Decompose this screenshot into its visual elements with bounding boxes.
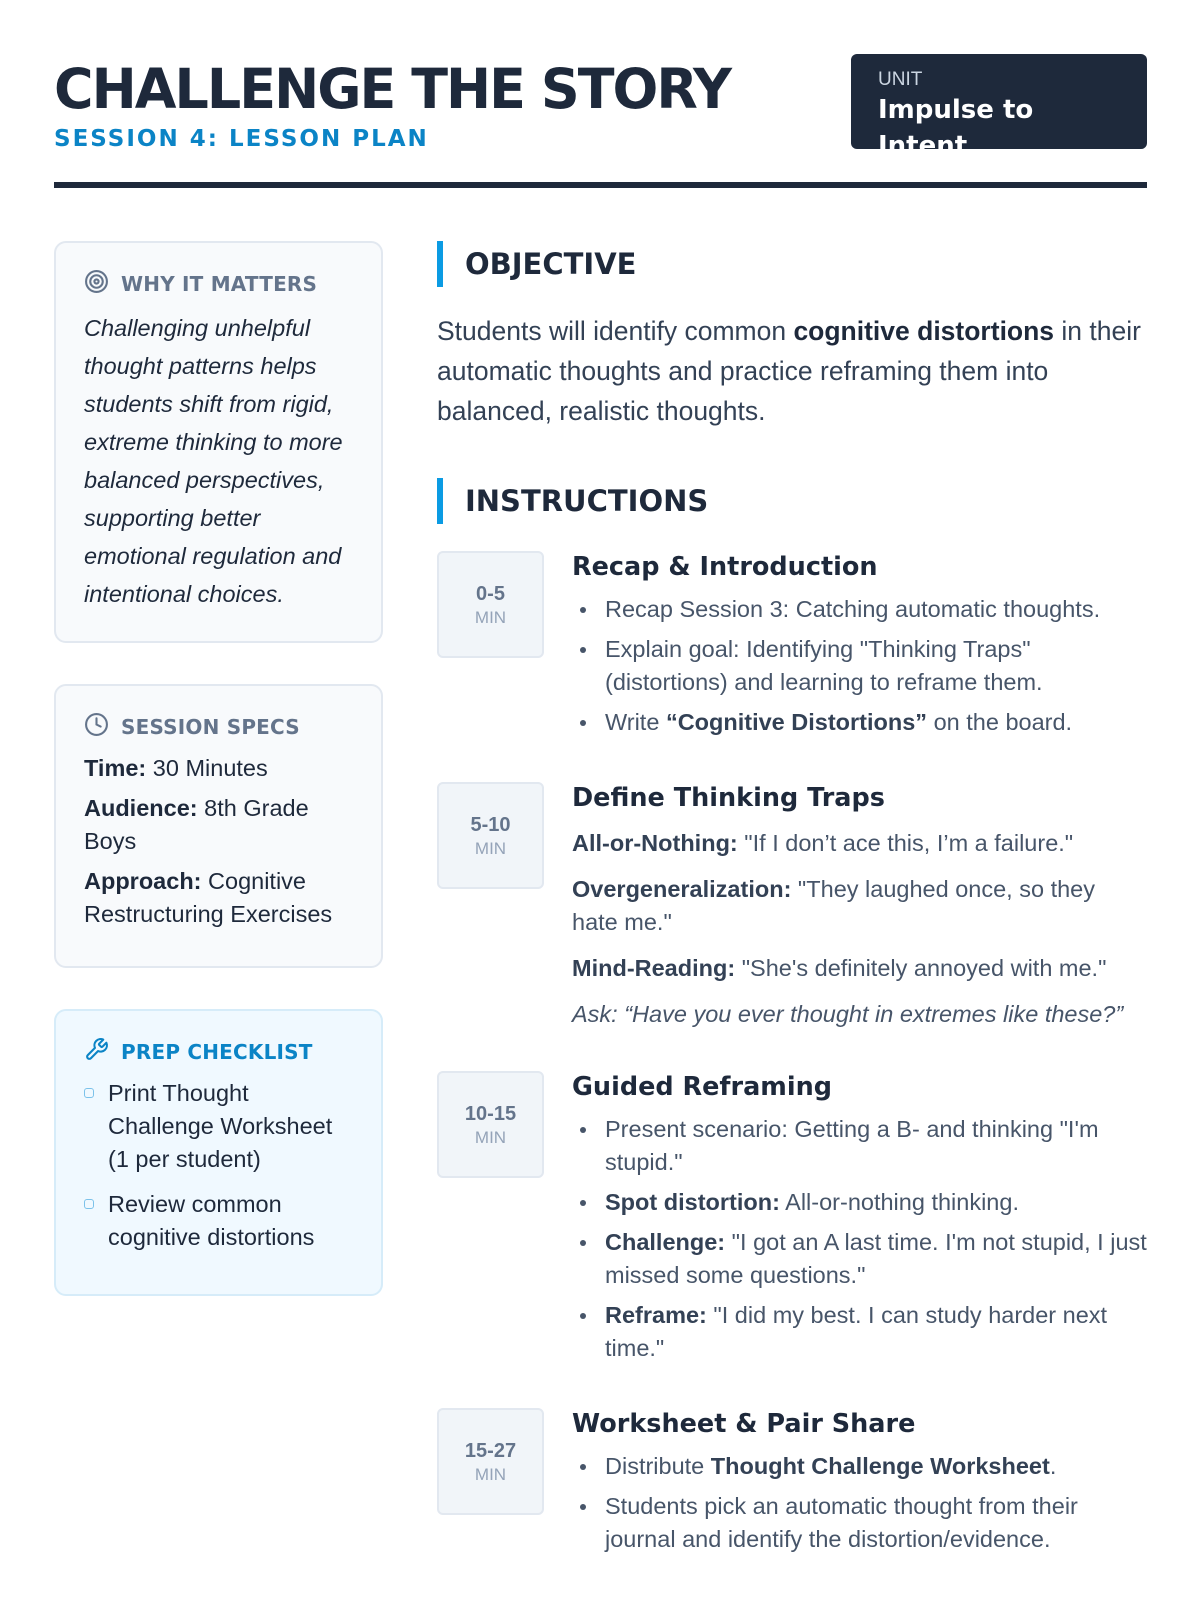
why-it-matters-text: Challenging unhelpful thought patterns helps students shift from rigid, extreme thinking to more balanced perspectives, supporting better emotional regulation and intentional choices. [84,315,343,607]
objective-heading: OBJECTIVE [437,241,1147,287]
list-item: Write “Cognitive Distortions” on the board. [572,706,1147,739]
spec-approach: Approach: Cognitive Restructuring Exercises [84,868,333,927]
trap-item: All-or-Nothing: "If I don’t ace this, I’m a failure." [572,830,1074,856]
main-content [437,241,1147,1563]
checklist-item[interactable]: Review common cognitive distortions [84,1188,355,1254]
session-specs-label: SESSION SPECS [121,715,300,739]
page-header [54,54,1147,188]
target-icon [84,269,109,299]
why-it-matters-card [54,241,383,643]
step-define-traps [437,782,1147,1031]
page-title: CHALLENGE THE STORY [54,57,731,121]
list-item: Reframe: "I did my best. I can study harder next time." [572,1299,1147,1365]
spec-time: Time: 30 Minutes [84,755,268,781]
page-subtitle: SESSION 4: LESSON PLAN [54,126,429,152]
objective-text: Students will identify common cognitive distortions in their automatic thoughts and practice reframing them into balanced, realistic thoughts. [437,316,1141,426]
step-recap [437,551,1147,746]
spec-audience: Audience: 8th Grade Boys [84,795,309,854]
instructions-heading: INSTRUCTIONS [437,478,1147,524]
list-item: Spot distortion: All-or-nothing thinking. [572,1186,1147,1219]
prep-checklist-card [54,1009,383,1296]
step-title: Recap & Introduction [572,552,878,582]
checkbox-icon[interactable] [84,1199,94,1209]
step-title: Guided Reframing [572,1072,833,1102]
trap-item: Mind-Reading: "She's definitely annoyed with me." [572,955,1107,981]
unit-name: Impulse to Intent [878,95,1034,161]
step-worksheet [437,1408,1147,1563]
prep-checklist-label: PREP CHECKLIST [121,1040,313,1064]
time-badge: 0-5 MIN [437,551,544,658]
ask-prompt: Ask: “Have you ever thought in extremes like these?” [572,1001,1124,1027]
sidebar [54,241,383,1337]
checkbox-icon[interactable] [84,1088,94,1098]
list-item: Present scenario: Getting a B- and thinking "I'm stupid." [572,1113,1147,1179]
time-badge: 10-15 MIN [437,1071,544,1178]
list-item: Explain goal: Identifying "Thinking Traps" (distortions) and learning to reframe them. [572,633,1147,699]
unit-label: UNIT [878,69,923,90]
step-title: Worksheet & Pair Share [572,1409,916,1439]
why-it-matters-label: WHY IT MATTERS [121,272,318,296]
list-item: Distribute Thought Challenge Worksheet. [572,1450,1147,1483]
list-item: Recap Session 3: Catching automatic thoughts. [572,593,1147,626]
wrench-icon [84,1037,109,1067]
session-specs-card [54,684,383,968]
trap-item: Overgeneralization: "They laughed once, so they hate me." [572,876,1096,935]
clock-icon [84,712,109,742]
list-item: Challenge: "I got an A last time. I'm not stupid, I just missed some questions." [572,1226,1147,1292]
time-badge: 5-10 MIN [437,782,544,889]
checklist-item[interactable]: Print Thought Challenge Worksheet (1 per student) [84,1077,355,1176]
step-guided-reframing [437,1071,1147,1372]
step-title: Define Thinking Traps [572,783,885,813]
list-item: Students pick an automatic thought from their journal and identify the distortion/evidence. [572,1490,1147,1556]
unit-badge [851,54,1147,161]
time-badge: 15-27 MIN [437,1408,544,1515]
